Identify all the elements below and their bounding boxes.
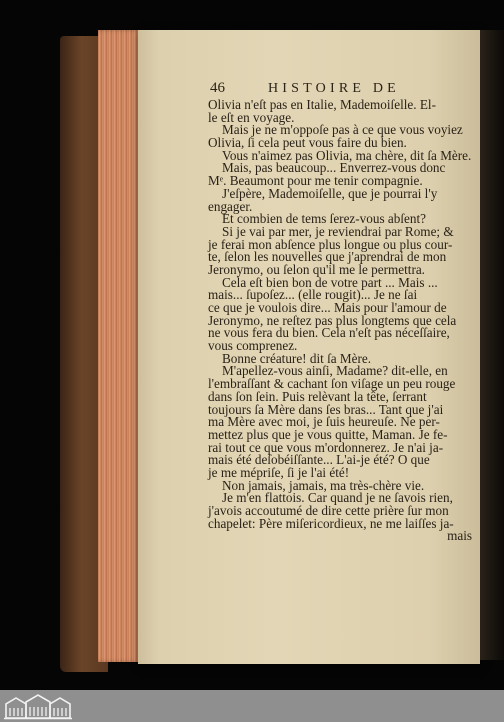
library-building-logo <box>2 692 74 720</box>
text-line: Et combien de tems ſerez-vous abſent? <box>222 211 426 227</box>
text-line: dans ſon ſein. Puis relèvant la tête, ſerrant <box>208 388 427 404</box>
text-line: Olivia, ſi cela peut vous faire du bien. <box>208 135 407 151</box>
text-line: te, ſelon les nouvelles que j'aprendrai de mon <box>208 249 447 265</box>
text-line: Non jamais, jamais, ma très-chère vie. <box>222 477 425 493</box>
text-line: Mais, pas beaucoup... Enverrez-vous donc <box>222 160 446 176</box>
text-line: Jeronymo, ou ſelon qu'il me le permettra. <box>208 261 425 277</box>
text-line: mais... ſupoſez... (elle rougit)... Je ne ſai <box>208 287 418 303</box>
text-line: mais été deſobéiſſante... L'ai-je été? O que <box>208 452 430 468</box>
text-line: vous comprenez. <box>208 338 298 354</box>
page-number: 46 <box>210 80 225 96</box>
running-title: HISTOIRE DE <box>268 81 400 96</box>
text-line: ce que je voulois dire... Mais pour l'amour de <box>208 300 447 315</box>
text-line: Mᵉ. Beaumont pour me tenir compagnie. <box>208 173 423 189</box>
text-line: Jeronymo, ne reſtez pas plus longtems que cela <box>208 312 457 328</box>
text-line: Bonne créature! dit ſa Mère. <box>222 350 372 366</box>
catchword: mais <box>447 528 472 544</box>
text-line: le eſt en voyage. <box>208 109 295 125</box>
text-line: rai tout ce que vous m'ordonnerez. Je n'ai ja- <box>208 439 444 455</box>
text-line: chapelet: Père miſericordieux, ne me laiſſes ja- <box>208 515 454 531</box>
text-line: je me mépriſe, ſi je l'ai été! <box>208 464 350 480</box>
page-text <box>208 99 472 543</box>
text-line: j'avois accoutumé de dire cette prière ſur mon <box>208 503 449 518</box>
text-line: je ferai mon abſence plus longue ou plus cour- <box>208 236 453 252</box>
text-line: engager. <box>208 198 253 214</box>
text-line: Olivia n'eſt pas en Italie, Mademoiſelle. El- <box>208 97 436 112</box>
text-line: M'apellez-vous ainſi, Madame? dit-elle, en <box>222 363 448 379</box>
text-line: l'embraſſant & cachant ſon viſage un peu rouge <box>208 376 456 392</box>
text-line: Si je vai par mer, je reviendrai par Rome; & <box>222 223 454 239</box>
text-line: ne vous fera du bien. Cela n'eſt pas néceſſaire, <box>208 325 450 341</box>
text-line: Mais je ne m'oppoſe pas à ce que vous voyiez <box>222 122 463 138</box>
text-line: Vous n'aimez pas Olivia, ma chère, dit ſa Mère. <box>222 147 472 163</box>
text-line: toujours ſa Mère dans ſes bras... Tant que j'ai <box>208 401 444 417</box>
page-edges <box>98 30 140 662</box>
gutter-shadow <box>480 30 504 660</box>
text-line: J'eſpère, Mademoiſelle, que je pourrai l'y <box>222 185 438 201</box>
text-line: mettez plus que je vous quitte, Maman. Je fe- <box>208 426 448 442</box>
text-line: Cela eſt bien bon de votre part ... Mais ... <box>222 274 438 290</box>
viewer-footer-bar <box>0 690 504 722</box>
text-line: Je m'en flattois. Car quand je ne ſavois rien, <box>222 490 453 506</box>
text-line: ma Mère avec moi, je ſuis heureuſe. Ne per- <box>208 414 440 430</box>
